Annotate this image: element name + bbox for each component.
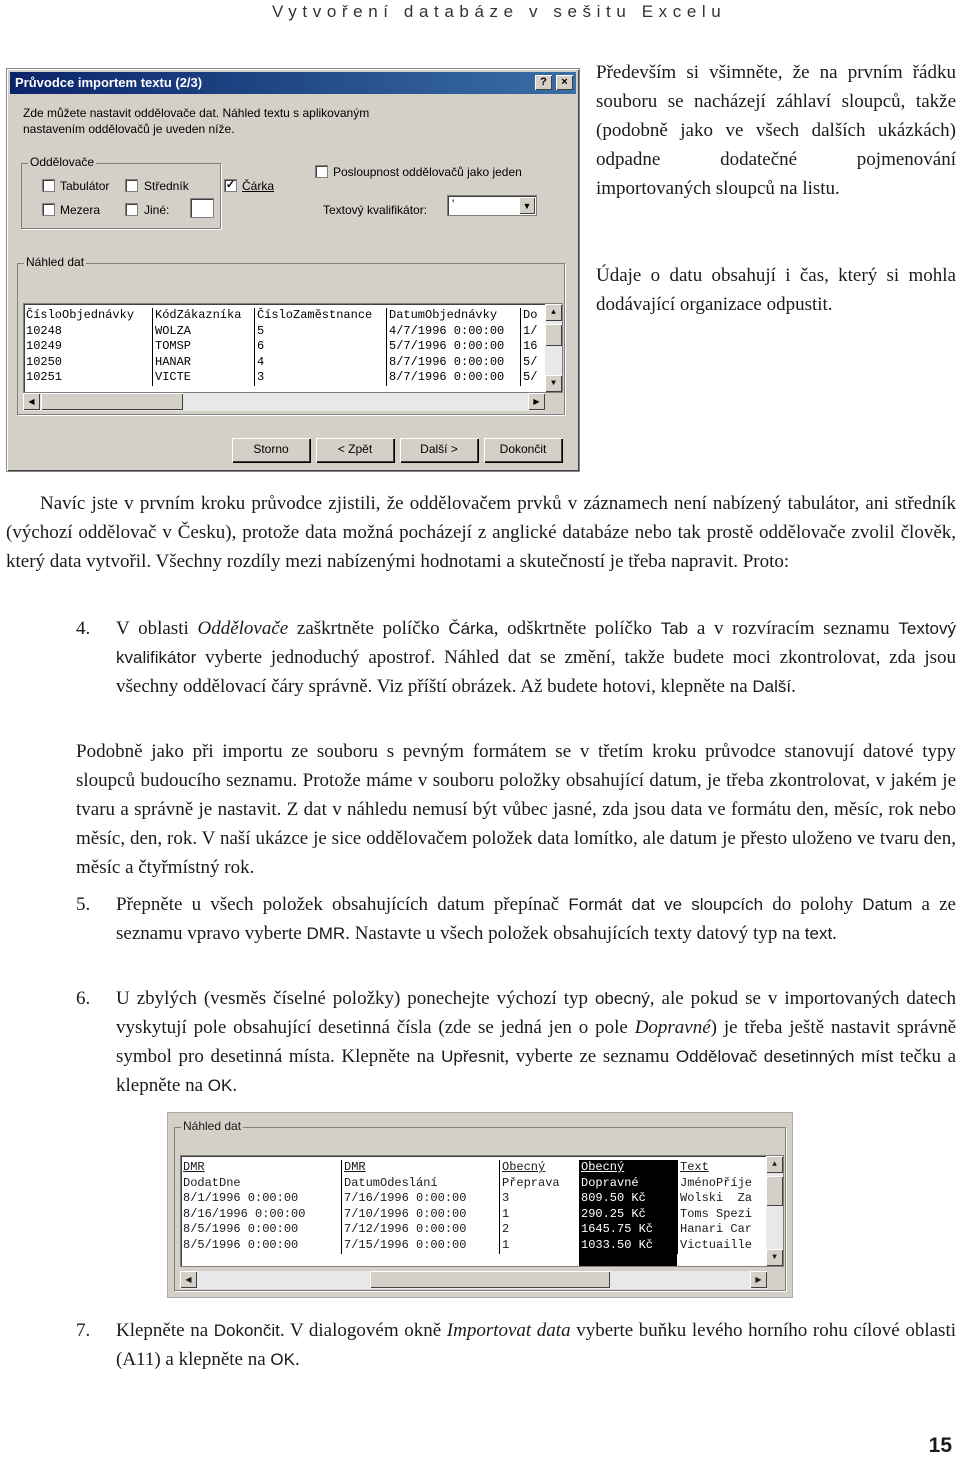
back-button[interactable]: < Zpět <box>316 438 394 462</box>
step-number: 7. <box>76 1320 91 1341</box>
preview-column: Do 1/ 16 5/ 5/ <box>520 308 537 386</box>
scroll-right-icon[interactable]: ▶ <box>750 1271 767 1288</box>
preview-column: DMR DatumOdeslání 7/16/1996 0:00:00 7/10/1996 0:00:00 7/12/1996 0:00:00 7/15/1996 0:00:00 <box>341 1160 466 1254</box>
preview-column: ČísloZaměstnance 5 6 4 3 <box>254 308 372 386</box>
text-qualifier-value: ' <box>452 197 455 211</box>
step-number: 5. <box>76 894 91 915</box>
column-type-label: Text <box>680 1160 709 1174</box>
preview-horizontal-scrollbar[interactable] <box>23 393 545 411</box>
dialog-title-bar <box>10 72 576 94</box>
space-checkbox[interactable] <box>42 203 55 216</box>
other-delimiter-input[interactable] <box>190 198 214 218</box>
scroll-up-icon[interactable]: ▲ <box>545 304 562 321</box>
scrollbar-thumb[interactable] <box>41 393 183 410</box>
preview-column: KódZákazníka WOLZA TOMSP HANAR VICTE <box>152 308 241 386</box>
preview-horizontal-scrollbar[interactable] <box>180 1271 767 1289</box>
step-6-text: U zbylých (vesměs číselné položky) ponechejte výchozí typ obecný, ale pokud se v importovaných datech vyskytují pole obsahující desetinná čísla (zde se jedná jen o pole Dopravné) je třeba ještě nastavit správně symbol pro desetinná místa. Klepněte na Upřesnit, vyberte ze seznamu Oddělovač desetinných míst tečku a klepněte na OK. <box>116 988 956 1096</box>
column-type-label: DMR <box>183 1160 205 1174</box>
data-preview-grid[interactable] <box>180 1155 784 1267</box>
text-qualifier-select[interactable] <box>447 195 537 216</box>
comma-checkbox[interactable]: ✓ <box>225 179 236 191</box>
close-button[interactable]: × <box>556 75 573 90</box>
semicolon-checkbox[interactable] <box>125 179 138 192</box>
consecutive-delimiters-label: Posloupnost oddělovačů jako jeden <box>333 165 522 179</box>
scroll-down-icon[interactable]: ▼ <box>545 375 562 392</box>
other-checkbox[interactable] <box>125 203 138 216</box>
scroll-right-icon[interactable]: ▶ <box>528 393 545 410</box>
other-checkbox-label: Jiné: <box>144 203 170 217</box>
finish-button[interactable]: Dokončit <box>484 438 562 462</box>
semicolon-checkbox-label: Středník <box>144 179 189 193</box>
intro-text-line1: Zde můžete nastavit oddělovače dat. Náhled textu s aplikovaným <box>23 106 370 120</box>
cancel-button[interactable]: Storno <box>232 438 310 462</box>
chevron-down-icon[interactable]: ▼ <box>519 197 535 214</box>
preview-group-label: Náhled dat <box>26 255 85 269</box>
scroll-left-icon[interactable]: ◀ <box>23 393 40 410</box>
column-type-label: DMR <box>344 1160 366 1174</box>
text-import-wizard-dialog <box>6 68 580 472</box>
next-button[interactable]: Další > <box>400 438 478 462</box>
data-preview-grid[interactable] <box>23 303 563 393</box>
intro-text-line2: nastavením oddělovačů je uveden níže. <box>23 122 235 136</box>
help-button[interactable]: ? <box>535 75 552 90</box>
step-7-text: Klepněte na Dokončit. V dialogovém okně Importovat data vyberte buňku levého horního rohu cílové oblasti (A11) a klepněte na OK. <box>116 1320 957 1370</box>
running-header: Vytvoření databáze v sešitu Excelu <box>272 2 727 21</box>
column-type-label: Obecný <box>581 1160 625 1174</box>
preview-column-selected[interactable]: Obecný Dopravné 809.50 Kč 290.25 Kč 1645.75 Kč 1033.50 Kč <box>579 1160 677 1266</box>
step-5-text: Přepněte u všech položek obsahujících datum přepínač Formát dat ve sloupcích do polohy Datum a ze seznamu vpravo vyberte DMR. Nastavte u všech položek obsahujících texty datový typ na text. <box>116 894 956 944</box>
side-note-headers: Především si všimněte, že na prvním řádku souboru se nacházejí záhlaví sloupců, takže (podobně jako ve všech dalších ukázkách) odpadne dodatečné pojmenování importovaných sloupců na listu. <box>596 62 956 199</box>
body-paragraph: Podobně jako při importu ze souboru s pevným formátem se v třetím kroku průvodce stanovují datové typy sloupců budoucího seznamu. Protože máme v souboru položky obsahující datum, je třeba zkontrolovat, v jakém je tvaru a správně je nastavit. Z dat v náhledu nemusí být vůbec jasné, zda jsou data ve formátu den, měsíc, rok nebo měsíc, den, rok. V naší ukázce je sice oddělovačem položek data lomítko, ale datum je přesto uloženo ve tvaru den, měsíc a čtyřmístný rok. <box>76 741 956 878</box>
preview-column: DMR DodatDne 8/1/1996 0:00:00 8/16/1996 0:00:00 8/5/1996 0:00:00 8/5/1996 0:00:00 <box>183 1160 306 1252</box>
data-preview-dialog-excerpt <box>167 1112 793 1298</box>
scroll-left-icon[interactable]: ◀ <box>180 1271 197 1288</box>
page-number: 15 <box>928 1434 952 1457</box>
preview-column: ČísloObjednávky 10248 10249 10250 10251 <box>26 308 135 385</box>
step-number: 6. <box>76 988 91 1009</box>
step-number: 4. <box>76 618 91 639</box>
consecutive-delimiters-checkbox[interactable] <box>315 165 328 178</box>
delimiters-group <box>21 155 221 229</box>
tab-checkbox[interactable] <box>42 179 55 192</box>
scrollbar-thumb[interactable] <box>370 1271 610 1288</box>
scroll-up-icon[interactable]: ▲ <box>766 1156 783 1173</box>
preview-vertical-scrollbar[interactable] <box>545 304 562 392</box>
scroll-down-icon[interactable]: ▼ <box>766 1249 783 1266</box>
comma-checkbox-label: Čárka <box>242 179 275 193</box>
preview-column: Obecný Přeprava 3 1 2 1 <box>499 1160 560 1254</box>
scrollbar-thumb[interactable] <box>545 324 562 346</box>
preview-column: Text JménoPříje Wolski Za Toms Spezi Hanari Car Victuaille <box>677 1160 752 1254</box>
side-note-date-time: Údaje o datu obsahují i čas, který si mohla dodávající organizace odpustit. <box>596 265 956 315</box>
dialog-title: Průvodce importem textu (2/3) <box>15 75 203 90</box>
preview-vertical-scrollbar[interactable] <box>766 1156 783 1266</box>
text-qualifier-label: Textový kvalifikátor: <box>323 203 428 217</box>
delimiters-group-label: Oddělovače <box>30 155 95 169</box>
body-paragraph: Navíc jste v prvním kroku průvodce zjistili, že oddělovačem prvků v záznamech není nabízený tabulátor, ani středník (výchozí oddělovač v Česku), protože data možná pocházejí z anglické databáze nebo tak prostě oddělovače zvolil člověk, který data vytvořil. Všechny rozdíly mezi nabízenými hodnotami a skutečností je třeba napravit. Proto: <box>6 493 956 572</box>
step-4-text: V oblasti Oddělovače zaškrtněte políčko Čárka, odškrtněte políčko Tab a v rozvíracím seznamu Textový kvalifikátor vyberte jednoduchý apostrof. Náhled dat se změní, takže budete moci zkontrolovat, zda jsou všechny oddělovací čáry správně. Viz příští obrázek. Až budete hotovi, klepněte na Další. <box>116 618 956 697</box>
scrollbar-thumb[interactable] <box>766 1176 783 1206</box>
preview-column: DatumObjednávky 4/7/1996 0:00:00 5/7/1996 0:00:00 8/7/1996 0:00:00 8/7/1996 0:00:00 <box>386 308 504 386</box>
preview-group-label: Náhled dat <box>183 1119 242 1133</box>
space-checkbox-label: Mezera <box>60 203 101 217</box>
tab-checkbox-label: Tabulátor <box>60 179 110 193</box>
column-type-label: Obecný <box>502 1160 546 1174</box>
